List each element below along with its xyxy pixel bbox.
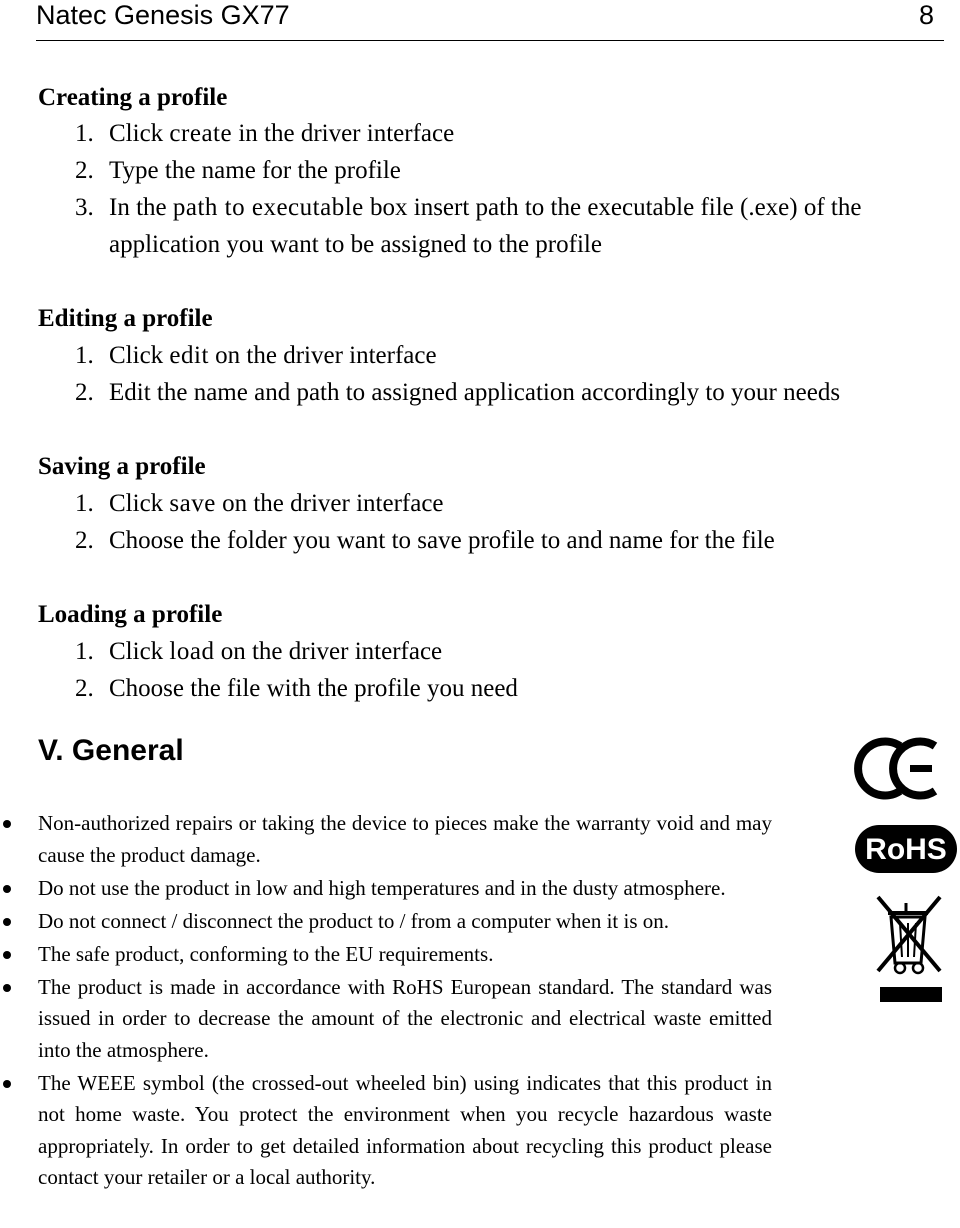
heading-loading-profile: Loading a profile [38, 601, 223, 628]
heading-saving-profile: Saving a profile [38, 453, 206, 480]
bullet-dot [3, 885, 11, 893]
weee-bin-icon [878, 897, 942, 1002]
heading-editing-profile: Editing a profile [38, 305, 213, 332]
creating-step-3-continuation: application you want to be assigned to the profile [109, 231, 602, 258]
bullet-dot [3, 1080, 11, 1088]
rohs-badge-icon [855, 825, 957, 873]
loading-step-2: 2. Choose the file with the profile you need [75, 675, 518, 702]
bullet-item: Non-authorized repairs or taking the device to pieces make the warranty void and may cause the product damage. [0, 808, 772, 871]
rohs-text: RoHS [865, 833, 947, 866]
bullet-dot [3, 918, 11, 926]
saving-step-2: 2. Choose the folder you want to save profile to and name for the file [75, 527, 775, 554]
heading-creating-profile: Creating a profile [38, 84, 228, 111]
general-bullet-list [0, 808, 790, 1195]
editing-step-1: 1. Click edit on the driver interface [75, 342, 437, 369]
ce-mark-icon [858, 742, 935, 796]
bullet-dot [3, 951, 11, 959]
creating-step-1: 1. Click create in the driver interface [75, 120, 455, 147]
loading-step-1: 1. Click load on the driver interface [75, 638, 443, 665]
document-title: Natec Genesis GX77 [36, 0, 290, 30]
compliance-logos [850, 735, 960, 1040]
bullet-item: Do not use the product in low and high temperatures and in the dusty atmosphere. [0, 873, 772, 905]
creating-step-2: 2. Type the name for the profile [75, 157, 401, 184]
bullet-dot [3, 820, 11, 828]
bullet-item: The safe product, conforming to the EU requirements. [0, 939, 772, 971]
bullet-item: The WEEE symbol (the crossed-out wheeled bin) using indicates that this product in not home waste. You protect the environment when you recycle hazardous waste appropriately. In order to get detailed information about recycling this product please contact your retailer or a local authority. [0, 1068, 772, 1194]
bullet-dot [3, 984, 11, 992]
creating-step-3: 3. In the path to executable box insert path to the executable file (.exe) of the [75, 194, 862, 221]
page-header [36, 0, 944, 41]
section-title-general: V. General [38, 734, 184, 767]
page-number: 8 [918, 0, 934, 30]
compliance-logos-svg [850, 735, 960, 1035]
saving-step-1: 1. Click save on the driver interface [75, 490, 444, 517]
editing-step-2: 2. Edit the name and path to assigned application accordingly to your needs [75, 379, 841, 406]
bullet-item: Do not connect / disconnect the product to / from a computer when it is on. [0, 906, 772, 938]
bullet-item: The product is made in accordance with RoHS European standard. The standard was issued in order to decrease the amount of the electronic and electrical waste emitted into the atmosphere. [0, 972, 772, 1067]
